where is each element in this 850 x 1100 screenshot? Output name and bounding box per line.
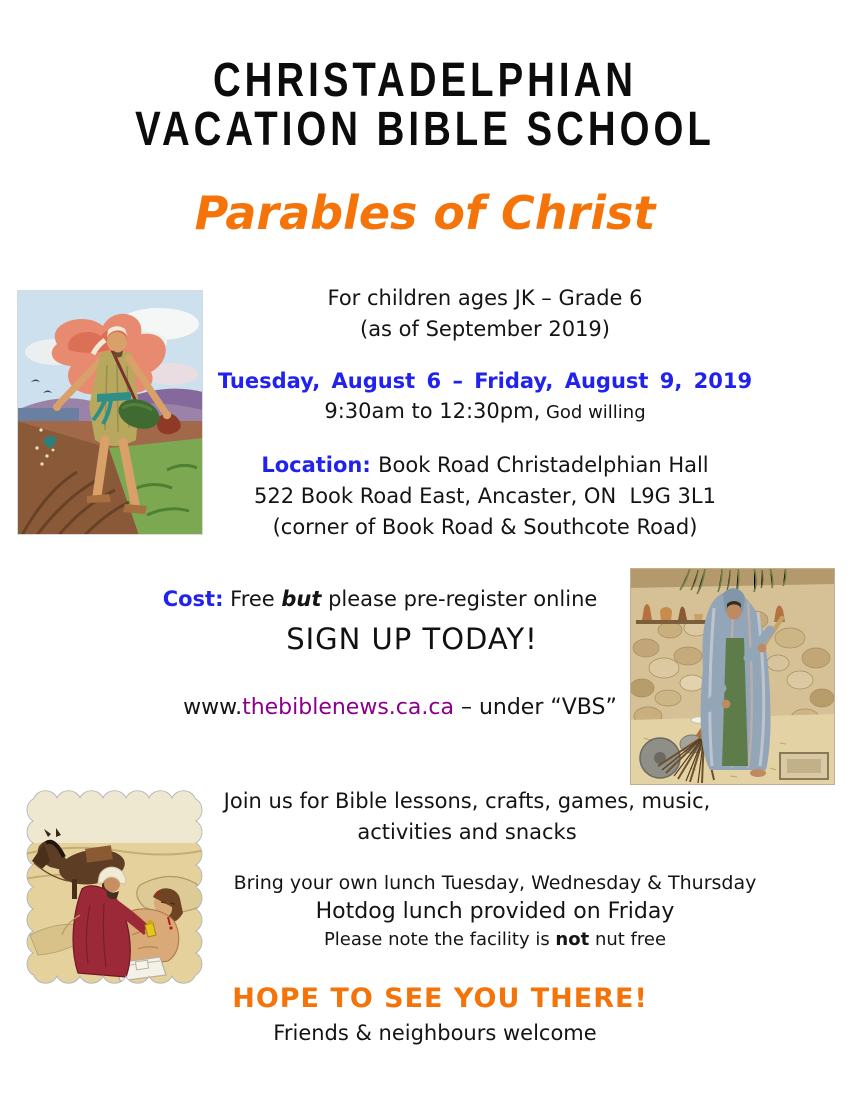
god-willing-note: God willing <box>540 402 646 423</box>
location-line <box>100 450 850 481</box>
lunch-text <box>215 869 775 953</box>
lunch-line-2: Hotdog lunch provided on Friday <box>315 899 675 924</box>
address-line: 522 Book Road East, Ancaster, ON L9G 3L1 <box>254 484 716 508</box>
cost-label: Cost: <box>162 587 224 611</box>
location-text <box>100 450 850 543</box>
url-suffix: – under “VBS” <box>453 695 617 720</box>
location-name: Book Road Christadelphian Hall <box>378 453 709 477</box>
lunch-line-1: Bring your own lunch Tuesday, Wednesday & Thursday <box>233 872 757 894</box>
not-emphasis: not <box>555 929 590 950</box>
good-samaritan-image <box>20 785 210 990</box>
title-line-1: CHRISTADELPHIAN <box>212 54 638 107</box>
url-www: www. <box>183 695 243 720</box>
theme-subtitle: Parables of Christ <box>194 186 656 240</box>
audience-text <box>100 283 850 345</box>
audience-line-2: (as of September 2019) <box>360 317 610 341</box>
schedule-text <box>100 366 850 428</box>
activities-line-1: Join us for Bible lessons, crafts, games, music, <box>223 789 711 813</box>
signup-callout: SIGN UP TODAY! <box>286 622 538 656</box>
address-note: (corner of Book Road & Southcote Road) <box>272 515 698 539</box>
sweeping-woman-image <box>630 568 835 785</box>
activities-line-2: activities and snacks <box>357 820 577 844</box>
activities-text <box>205 786 729 848</box>
flyer-title <box>0 56 850 154</box>
website-line: www.thebiblenews.ca.ca – under “VBS” <box>183 695 617 720</box>
website-url: thebiblenews.ca <box>242 695 422 720</box>
event-dates: Tuesday, August 6 – Friday, August 9, 2019 <box>217 369 753 393</box>
event-time: 9:30am to 12:30pm, God willing <box>324 399 646 423</box>
welcome-line: Friends & neighbours welcome <box>273 1021 597 1045</box>
cost-line: Cost: Free but please pre-register online <box>162 587 598 611</box>
nut-free-note: Please note the facility is not nut free <box>323 929 667 950</box>
hope-callout: HOPE TO SEE YOU THERE! <box>232 983 648 1014</box>
title-line-2: VACATION BIBLE SCHOOL <box>135 103 715 156</box>
cost-emphasis: but <box>281 587 322 611</box>
location-label: Location: <box>261 453 379 477</box>
audience-line-1: For children ages JK – Grade 6 <box>327 286 643 310</box>
